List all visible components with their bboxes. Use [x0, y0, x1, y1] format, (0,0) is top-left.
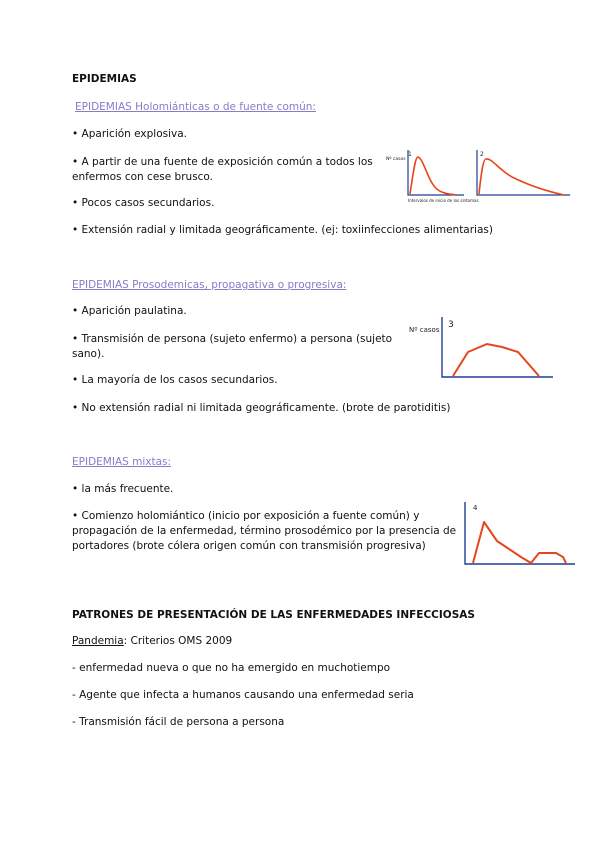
fig1-xlabel: Intervalos de inicio de los síntomas: [408, 198, 479, 203]
figure-mixta: [455, 500, 580, 570]
pandemia-criteria: : Criterios OMS 2009: [123, 635, 233, 647]
s2-bullet-1: • Aparición paulatina.: [72, 305, 187, 317]
patrones-title: PATRONES DE PRESENTACIÓN DE LAS ENFERMEDADES INFECCIOSAS: [72, 609, 475, 621]
s1-bullet-2b: enfermos con cese brusco.: [72, 171, 214, 183]
fig4-curve: [473, 522, 566, 563]
fig3-num: 3: [448, 320, 454, 330]
s1-bullet-4: • Extensión radial y limitada geográficamente. (ej: toxiinfecciones alimentarias): [72, 224, 493, 236]
s1-bullet-1: • Aparición explosiva.: [72, 128, 188, 140]
s2-bullet-2b: sano).: [72, 348, 105, 360]
fig1-num: 1: [408, 151, 412, 158]
fig2-axis: [477, 150, 570, 195]
fig3-ylabel: Nº casos: [409, 326, 440, 334]
fig1-curve: [410, 157, 456, 195]
patrones-line-2: - Agente que infecta a humanos causando una enfermedad seria: [72, 689, 414, 701]
s2-bullet-2a: • Transmisión de persona (sujeto enfermo) a persona (sujeto: [72, 333, 393, 345]
patrones-line-1: - enfermedad nueva o que no ha emergido en muchotiempo: [72, 662, 391, 674]
patrones-line-3: - Transmisión fácil de persona a persona: [72, 716, 285, 728]
fig2-curve: [479, 159, 564, 195]
s2-bullet-4: • No extensión radial ni limitada geográficamente. (brote de parotiditis): [72, 402, 451, 414]
section-prosodemicas-title[interactable]: EPIDEMIAS Prosodemicas, propagativa o progresiva:: [72, 279, 347, 291]
s3-bullet-2a: • Comienzo holomiántico (inicio por exposición a fuente común) y: [72, 510, 420, 522]
pandemia-line: [72, 634, 232, 649]
section-holomianticas-title[interactable]: EPIDEMIAS Holomiánticas o de fuente común:: [75, 101, 316, 113]
figure-holomiantico: [380, 145, 580, 207]
s3-bullet-2c: portadores (brote cólera origen común con transmisión progresiva): [72, 540, 426, 552]
fig2-num: 2: [480, 151, 484, 158]
pandemia-label: Pandemia: [72, 635, 124, 647]
figure-prosodemico: [405, 315, 565, 383]
s3-bullet-1: • la más frecuente.: [72, 483, 174, 495]
fig3-curve: [453, 344, 539, 376]
main-heading: EPIDEMIAS: [72, 73, 137, 85]
s2-bullet-3: • La mayoría de los casos secundarios.: [72, 374, 278, 386]
section-mixtas-title[interactable]: EPIDEMIAS mixtas:: [72, 456, 172, 468]
fig1-ylabel: Nº casos: [386, 157, 406, 162]
s3-bullet-2b: propagación de la enfermedad, término prosodémico por la presencia de: [72, 525, 457, 537]
s1-bullet-3: • Pocos casos secundarios.: [72, 197, 215, 209]
fig4-num: 4: [473, 504, 478, 512]
s1-bullet-2a: • A partir de una fuente de exposición común a todos los: [72, 156, 373, 168]
